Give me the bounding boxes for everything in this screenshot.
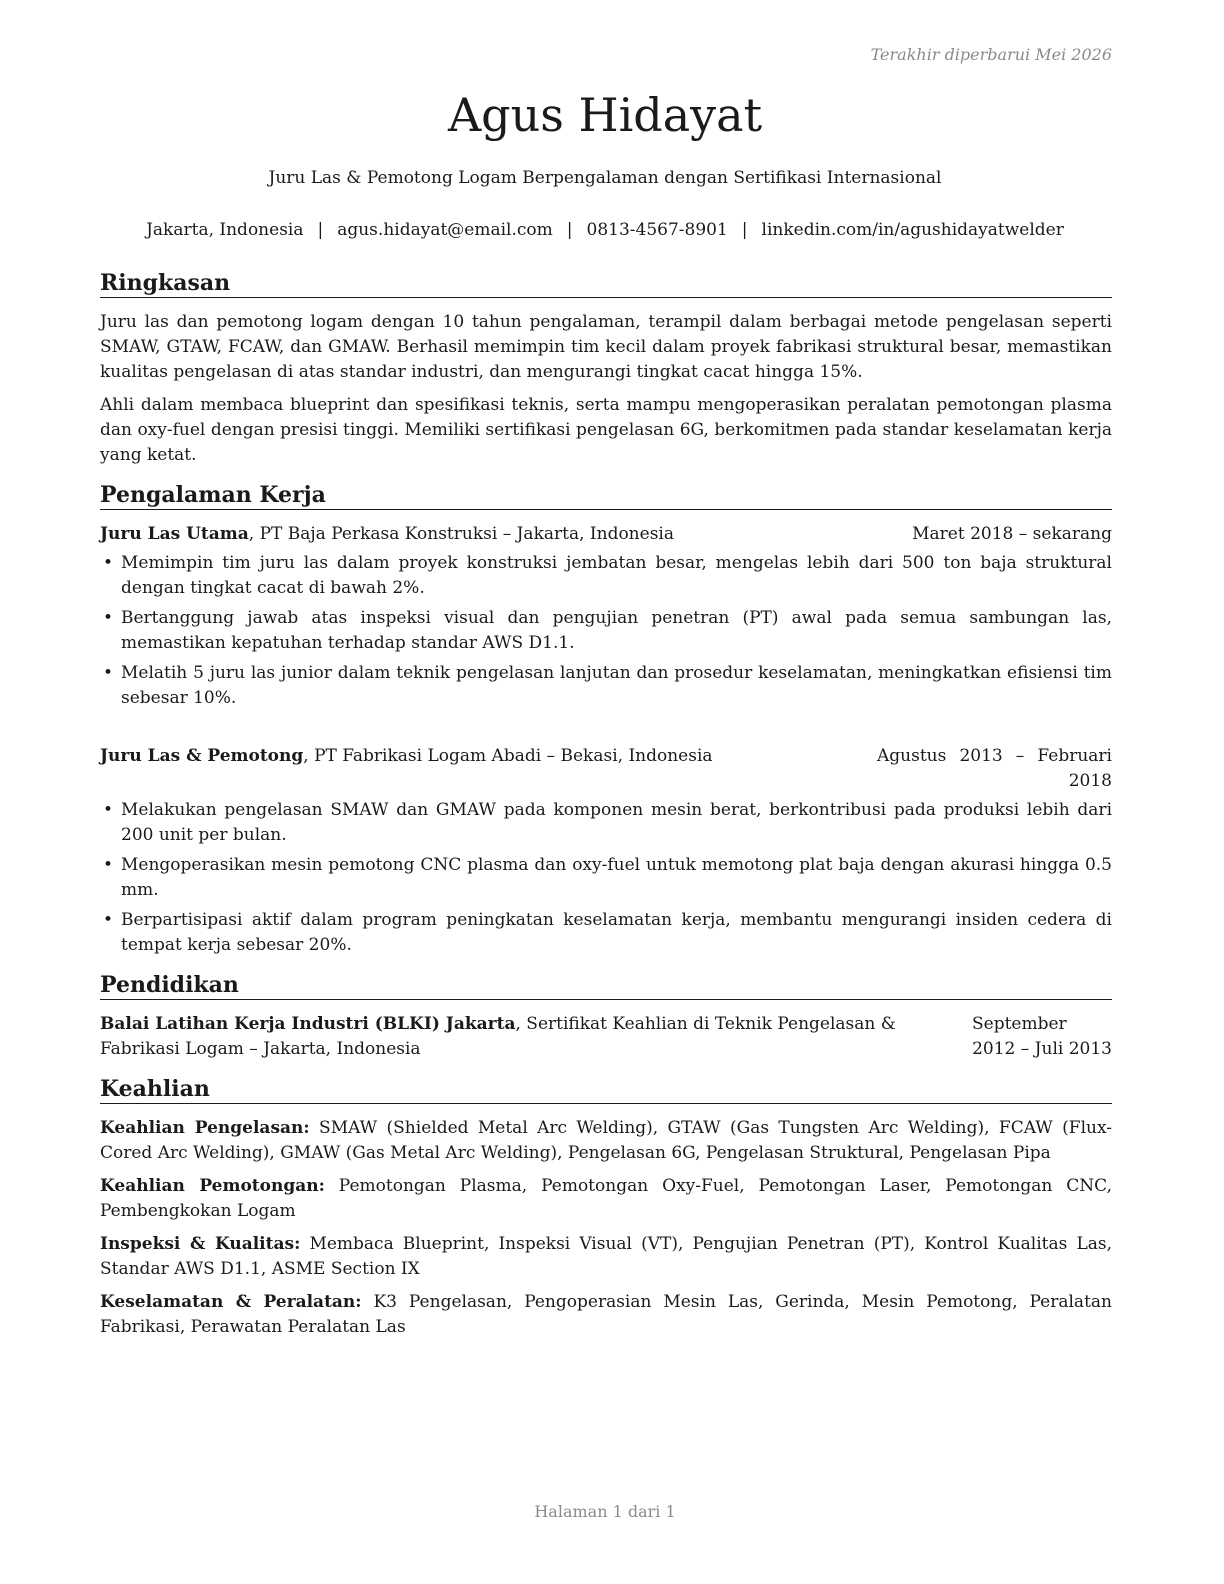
job-dates: Agustus 2013 – Februari 2018	[877, 746, 1112, 791]
education-detail: , Sertifikat Keahlian di Teknik Pengelasan & Fabrikasi Logam – Jakarta, Indonesia	[100, 1014, 896, 1059]
skill-row	[100, 1116, 1112, 1166]
contact-phone: 0813-4567-8901	[586, 220, 728, 240]
bullet-text: Mengoperasikan mesin pemotong CNC plasma dan oxy-fuel untuk memotong plat baja dengan akurasi hingga 0.5 mm.	[121, 855, 1112, 900]
contact-location: Jakarta, Indonesia	[146, 220, 304, 240]
contact-separator: |	[317, 220, 324, 240]
skill-label: Keahlian Pemotongan:	[100, 1176, 325, 1196]
job-header	[100, 522, 1112, 547]
bullet-text: Melatih 5 juru las junior dalam teknik pengelasan lanjutan dan prosedur keselamatan, meningkatkan efisiensi tim sebesar 10%.	[121, 663, 1112, 708]
bullet-text: Berpartisipasi aktif dalam program peningkatan keselamatan kerja, membantu mengurangi insiden cedera di tempat kerja sebesar 20%.	[121, 910, 1112, 955]
list-item	[100, 661, 1112, 711]
skill-label: Inspeksi & Kualitas:	[100, 1234, 301, 1254]
education-entry	[100, 1012, 1112, 1062]
contact-linkedin[interactable]: linkedin.com/in/agushidayatwelder	[761, 220, 1064, 240]
summary-paragraph: Juru las dan pemotong logam dengan 10 tahun pengalaman, terampil dalam berbagai metode pengelasan seperti SMAW, GTAW, FCAW, dan GMAW. Berhasil memimpin tim kecil dalam proyek fabrikasi struktural besar, memastikan kualitas pengelasan di atas standar industri, dan mengurangi tingkat cacat hingga 15%.	[100, 312, 1112, 382]
job-role: Juru Las Utama	[100, 524, 249, 544]
list-item	[100, 908, 1112, 958]
skill-row	[100, 1174, 1112, 1224]
job-bullets	[100, 551, 1112, 711]
resume-content	[100, 270, 1112, 1354]
bullet-icon: •	[103, 910, 114, 930]
summary-section	[100, 270, 1112, 468]
skill-label: Keahlian Pengelasan:	[100, 1118, 310, 1138]
skill-text: SMAW (Shielded Metal Arc Welding), GTAW (Gas Tungsten Arc Welding), FCAW (Flux-Cored Arc Welding), GMAW (Gas Metal Arc Welding), Pengelasan 6G, Pengelasan Struktural, Pengelasan Pipa	[100, 1118, 1112, 1163]
bullet-text: Memimpin tim juru las dalam proyek konstruksi jembatan besar, mengelas lebih dari 500 ton baja struktural dengan tingkat cacat di bawah 2%.	[121, 553, 1112, 598]
skill-text: Pemotongan Plasma, Pemotongan Oxy-Fuel, Pemotongan Laser, Pemotongan CNC, Pembengkokan Logam	[100, 1176, 1112, 1221]
education-section	[100, 972, 1112, 1062]
resume-name: Agus Hidayat	[447, 88, 763, 142]
skills-title: Keahlian	[100, 1076, 1112, 1104]
skill-label: Keselamatan & Peralatan:	[100, 1292, 362, 1312]
job-entry	[100, 744, 1112, 958]
job-role: Juru Las & Pemotong	[100, 746, 304, 766]
list-item	[100, 798, 1112, 848]
last-updated: Terakhir diperbarui Mei 2026	[870, 45, 1112, 64]
bullet-icon: •	[103, 553, 114, 573]
summary-title: Ringkasan	[100, 270, 1112, 298]
skill-text: Membaca Blueprint, Inspeksi Visual (VT), Pengujian Penetran (PT), Kontrol Kualitas Las, Standar AWS D1.1, ASME Section IX	[100, 1234, 1112, 1279]
education-dates: September 2012 – Juli 2013	[972, 1014, 1112, 1059]
job-company: , PT Fabrikasi Logam Abadi – Bekasi, Indonesia	[303, 746, 713, 766]
job-header	[100, 744, 1112, 794]
contact-line	[0, 220, 1210, 240]
bullet-icon: •	[103, 800, 114, 820]
job-bullets	[100, 798, 1112, 958]
contact-separator: |	[741, 220, 748, 240]
job-dates: Maret 2018 – sekarang	[912, 524, 1112, 544]
bullet-icon: •	[103, 663, 114, 683]
education-title: Pendidikan	[100, 972, 1112, 1000]
contact-email[interactable]: agus.hidayat@email.com	[337, 220, 553, 240]
education-institution: Balai Latihan Kerja Industri (BLKI) Jakarta	[100, 1014, 516, 1034]
skill-row	[100, 1290, 1112, 1340]
list-item	[100, 853, 1112, 903]
page-footer: Halaman 1 dari 1	[534, 1502, 676, 1521]
bullet-icon: •	[103, 608, 114, 628]
experience-section	[100, 482, 1112, 958]
skill-row	[100, 1232, 1112, 1282]
bullet-icon: •	[103, 855, 114, 875]
skills-section	[100, 1076, 1112, 1340]
summary-paragraph: Ahli dalam membaca blueprint dan spesifikasi teknis, serta mampu mengoperasikan peralatan pemotongan plasma dan oxy-fuel dengan presisi tinggi. Memiliki sertifikasi pengelasan 6G, berkomitmen pada standar keselamatan kerja yang ketat.	[100, 395, 1112, 465]
bullet-text: Melakukan pengelasan SMAW dan GMAW pada komponen mesin berat, berkontribusi pada produksi lebih dari 200 unit per bulan.	[121, 800, 1112, 845]
contact-separator: |	[566, 220, 573, 240]
list-item	[100, 606, 1112, 656]
skill-text: K3 Pengelasan, Pengoperasian Mesin Las, Gerinda, Mesin Pemotong, Peralatan Fabrikasi, Perawatan Peralatan Las	[100, 1292, 1112, 1337]
list-item	[100, 551, 1112, 601]
experience-title: Pengalaman Kerja	[100, 482, 1112, 510]
job-company: , PT Baja Perkasa Konstruksi – Jakarta, Indonesia	[248, 524, 674, 544]
bullet-text: Bertanggung jawab atas inspeksi visual dan pengujian penetran (PT) awal pada semua sambungan las, memastikan kepatuhan terhadap standar AWS D1.1.	[121, 608, 1112, 653]
resume-subtitle: Juru Las & Pemotong Logam Berpengalaman dengan Sertifikasi Internasional	[268, 168, 942, 188]
job-entry	[100, 522, 1112, 711]
